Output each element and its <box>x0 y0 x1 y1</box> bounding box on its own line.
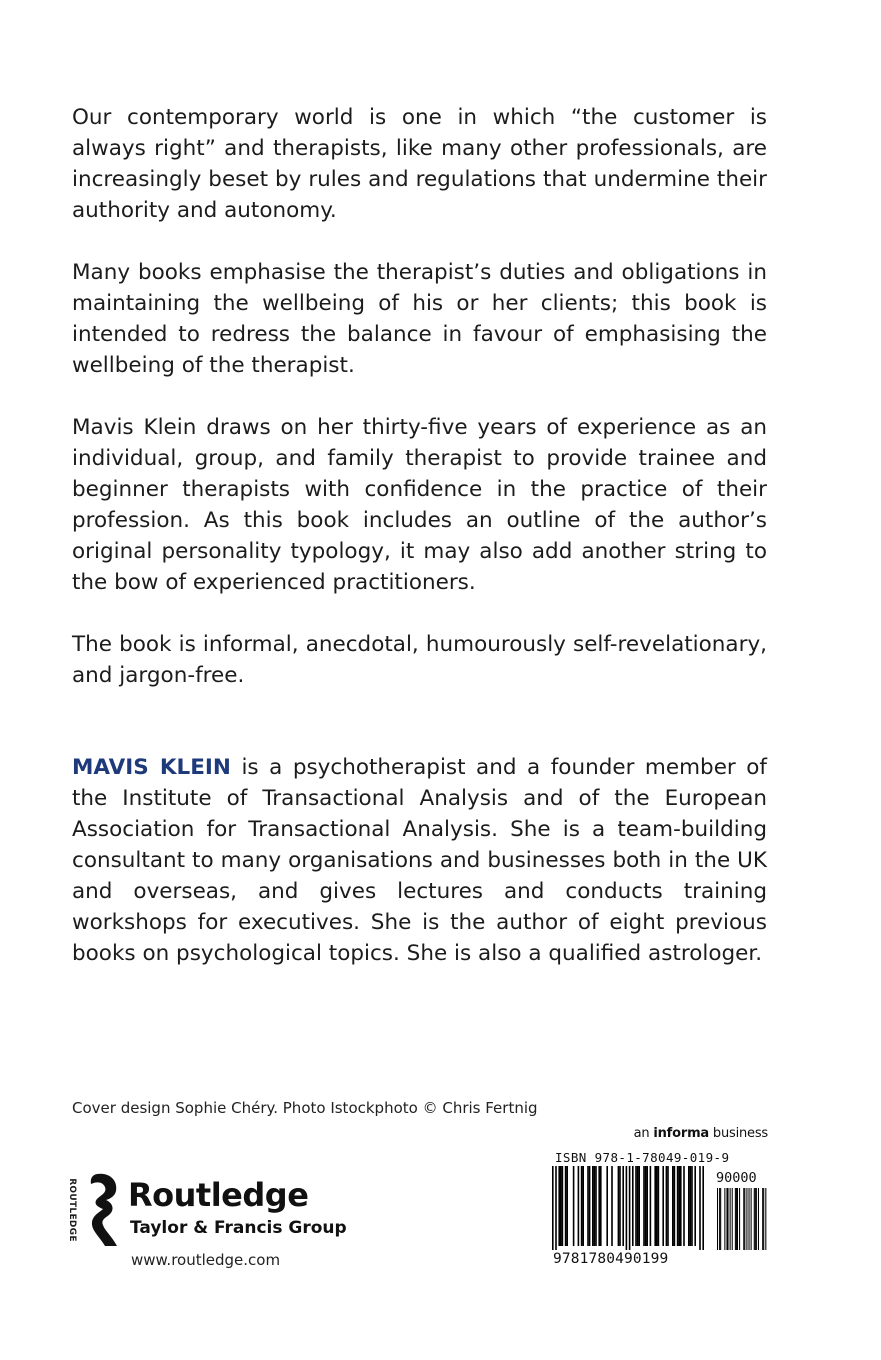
barcode-bar <box>562 1166 564 1246</box>
barcode-bar <box>552 1166 554 1250</box>
addon-barcode-bar <box>737 1188 738 1250</box>
addon-barcode-bar <box>730 1188 731 1250</box>
addon-barcode-bar <box>736 1188 737 1250</box>
addon-barcode-bar <box>744 1188 745 1250</box>
barcode-bar <box>637 1166 639 1246</box>
addon-barcode-bar <box>746 1188 747 1250</box>
informa-tagline <box>560 1126 768 1141</box>
barcode-bar <box>598 1166 600 1246</box>
barcode-bar <box>578 1166 580 1246</box>
author-name: MAVIS KLEIN <box>72 755 231 780</box>
blurb-paragraph-3: Mavis Klein draws on her thirty-five years of experience as an individual, group, and family therapist to provide trainee and beginner therapists with confidence in the practice of their profession. As this book includes an outline of the author’s original personality typology, it may also add another string to the bow of experienced practitioners. <box>72 415 767 595</box>
author-bio-text: is a psychotherapist and a founder member of the Institute of Transactional Analysis and of the European Association for Transactional Analysis. She is a team-building consultant to many organisations and businesses both in the UK and overseas, and gives lectures and conducts training workshops for executives. She is the author of eight previous books on psychological topics. She is also a qualified astrologer. <box>72 755 767 966</box>
barcode-bar <box>587 1166 589 1246</box>
barcode-bar <box>618 1166 620 1246</box>
addon-barcode-bar <box>724 1188 725 1250</box>
barcode-bar <box>595 1166 597 1246</box>
barcode-bar <box>643 1166 645 1246</box>
addon-barcode-bar <box>728 1188 729 1250</box>
barcode-bar <box>666 1166 668 1246</box>
routledge-vertical-label: ROUTLEDGE <box>67 1178 77 1242</box>
addon-barcode-bar <box>735 1188 736 1250</box>
addon-barcode-bar <box>751 1188 752 1250</box>
author-bio <box>72 752 767 969</box>
barcode-bar <box>622 1166 624 1246</box>
barcode-bar <box>702 1166 704 1250</box>
blurb-paragraph-1: Our contemporary world is one in which “the customer is always right” and therapists, like many other professionals, are increasingly beset by rules and regulations that undermine their authority and autonomy. <box>72 105 767 223</box>
barcode-bar <box>629 1166 631 1250</box>
barcode-bar <box>626 1166 628 1250</box>
informa-prefix: an <box>633 1126 654 1141</box>
barcode-bar <box>619 1166 621 1246</box>
routledge-head-profile-icon <box>83 1172 121 1248</box>
barcode-bar <box>573 1166 575 1246</box>
addon-barcode-bar <box>732 1188 733 1250</box>
addon-barcode-bar <box>743 1188 744 1250</box>
barcode-bar <box>632 1166 634 1246</box>
barcode-bar <box>672 1166 674 1246</box>
addon-barcode-bar <box>754 1188 755 1250</box>
barcode-bar <box>683 1166 685 1246</box>
barcode-bar <box>611 1166 613 1246</box>
publisher-website[interactable]: www.routledge.com <box>131 1251 281 1269</box>
barcode-bar <box>646 1166 648 1246</box>
addon-barcode-bar <box>763 1188 764 1250</box>
addon-barcode-bar <box>756 1188 757 1250</box>
barcode-bar <box>555 1166 557 1250</box>
barcode-bar <box>650 1166 652 1246</box>
barcode-bar <box>635 1166 637 1246</box>
price-code: 90000 <box>716 1170 757 1186</box>
barcode-bar <box>680 1166 682 1246</box>
cover-credits: Cover design Sophie Chéry. Photo Istockphoto © Chris Fertnig <box>72 1099 538 1117</box>
barcode-bar <box>600 1166 602 1246</box>
barcode-bar <box>560 1166 562 1246</box>
addon-barcode-bar <box>755 1188 756 1250</box>
barcode-bar <box>581 1166 583 1246</box>
barcode-bar <box>566 1166 568 1246</box>
barcode-bar <box>565 1166 567 1246</box>
barcode-bar <box>677 1166 679 1246</box>
addon-barcode-bar <box>717 1188 718 1250</box>
addon-barcode-bar <box>762 1188 763 1250</box>
barcode-bar <box>694 1166 696 1246</box>
barcode-bar <box>654 1166 656 1246</box>
barcode-bar <box>606 1166 608 1246</box>
addon-barcode-bar <box>726 1188 727 1250</box>
barcode-bar <box>594 1166 596 1246</box>
barcode-bar <box>582 1166 584 1246</box>
barcode-bar <box>645 1166 647 1246</box>
barcode-bar <box>592 1166 594 1246</box>
blurb-paragraph-2: Many books emphasise the therapist’s duties and obligations in maintaining the wellbeing of his or her clients; this book is intended to redress the balance in favour of emphasising the wellbeing of the therapist. <box>72 260 767 378</box>
barcode-bar <box>638 1166 640 1246</box>
addon-barcode-bar <box>749 1188 750 1250</box>
addon-barcode-bar <box>765 1188 766 1250</box>
barcode-bar <box>678 1166 680 1246</box>
barcode-bar <box>699 1166 701 1250</box>
barcode-bar <box>691 1166 693 1246</box>
blurb-paragraph-4: The book is informal, anecdotal, humourously self-revelationary, and jargon-free. <box>72 632 767 688</box>
addon-barcode-bar <box>739 1188 740 1250</box>
ean-digits: 9781780490199 <box>553 1251 669 1267</box>
addon-barcode-bar <box>720 1188 721 1250</box>
barcode-bar <box>656 1166 658 1246</box>
informa-brand: informa <box>653 1126 709 1141</box>
barcode-bar <box>690 1166 692 1246</box>
taylor-francis-group: Taylor & Francis Group <box>130 1218 347 1238</box>
informa-suffix: business <box>709 1126 768 1141</box>
isbn-label: ISBN 978-1-78049-019-9 <box>555 1150 730 1165</box>
barcode-bar <box>667 1166 669 1246</box>
barcode-bar <box>658 1166 660 1246</box>
routledge-wordmark: Routledge <box>128 1176 309 1214</box>
barcode-bar <box>558 1166 560 1246</box>
barcode-bar <box>674 1166 676 1246</box>
barcode-bar <box>688 1166 690 1246</box>
addon-barcode-bar <box>719 1188 720 1250</box>
barcode-bar <box>589 1166 591 1246</box>
barcode-bar <box>662 1166 664 1246</box>
addon-barcode-bar <box>758 1188 759 1250</box>
